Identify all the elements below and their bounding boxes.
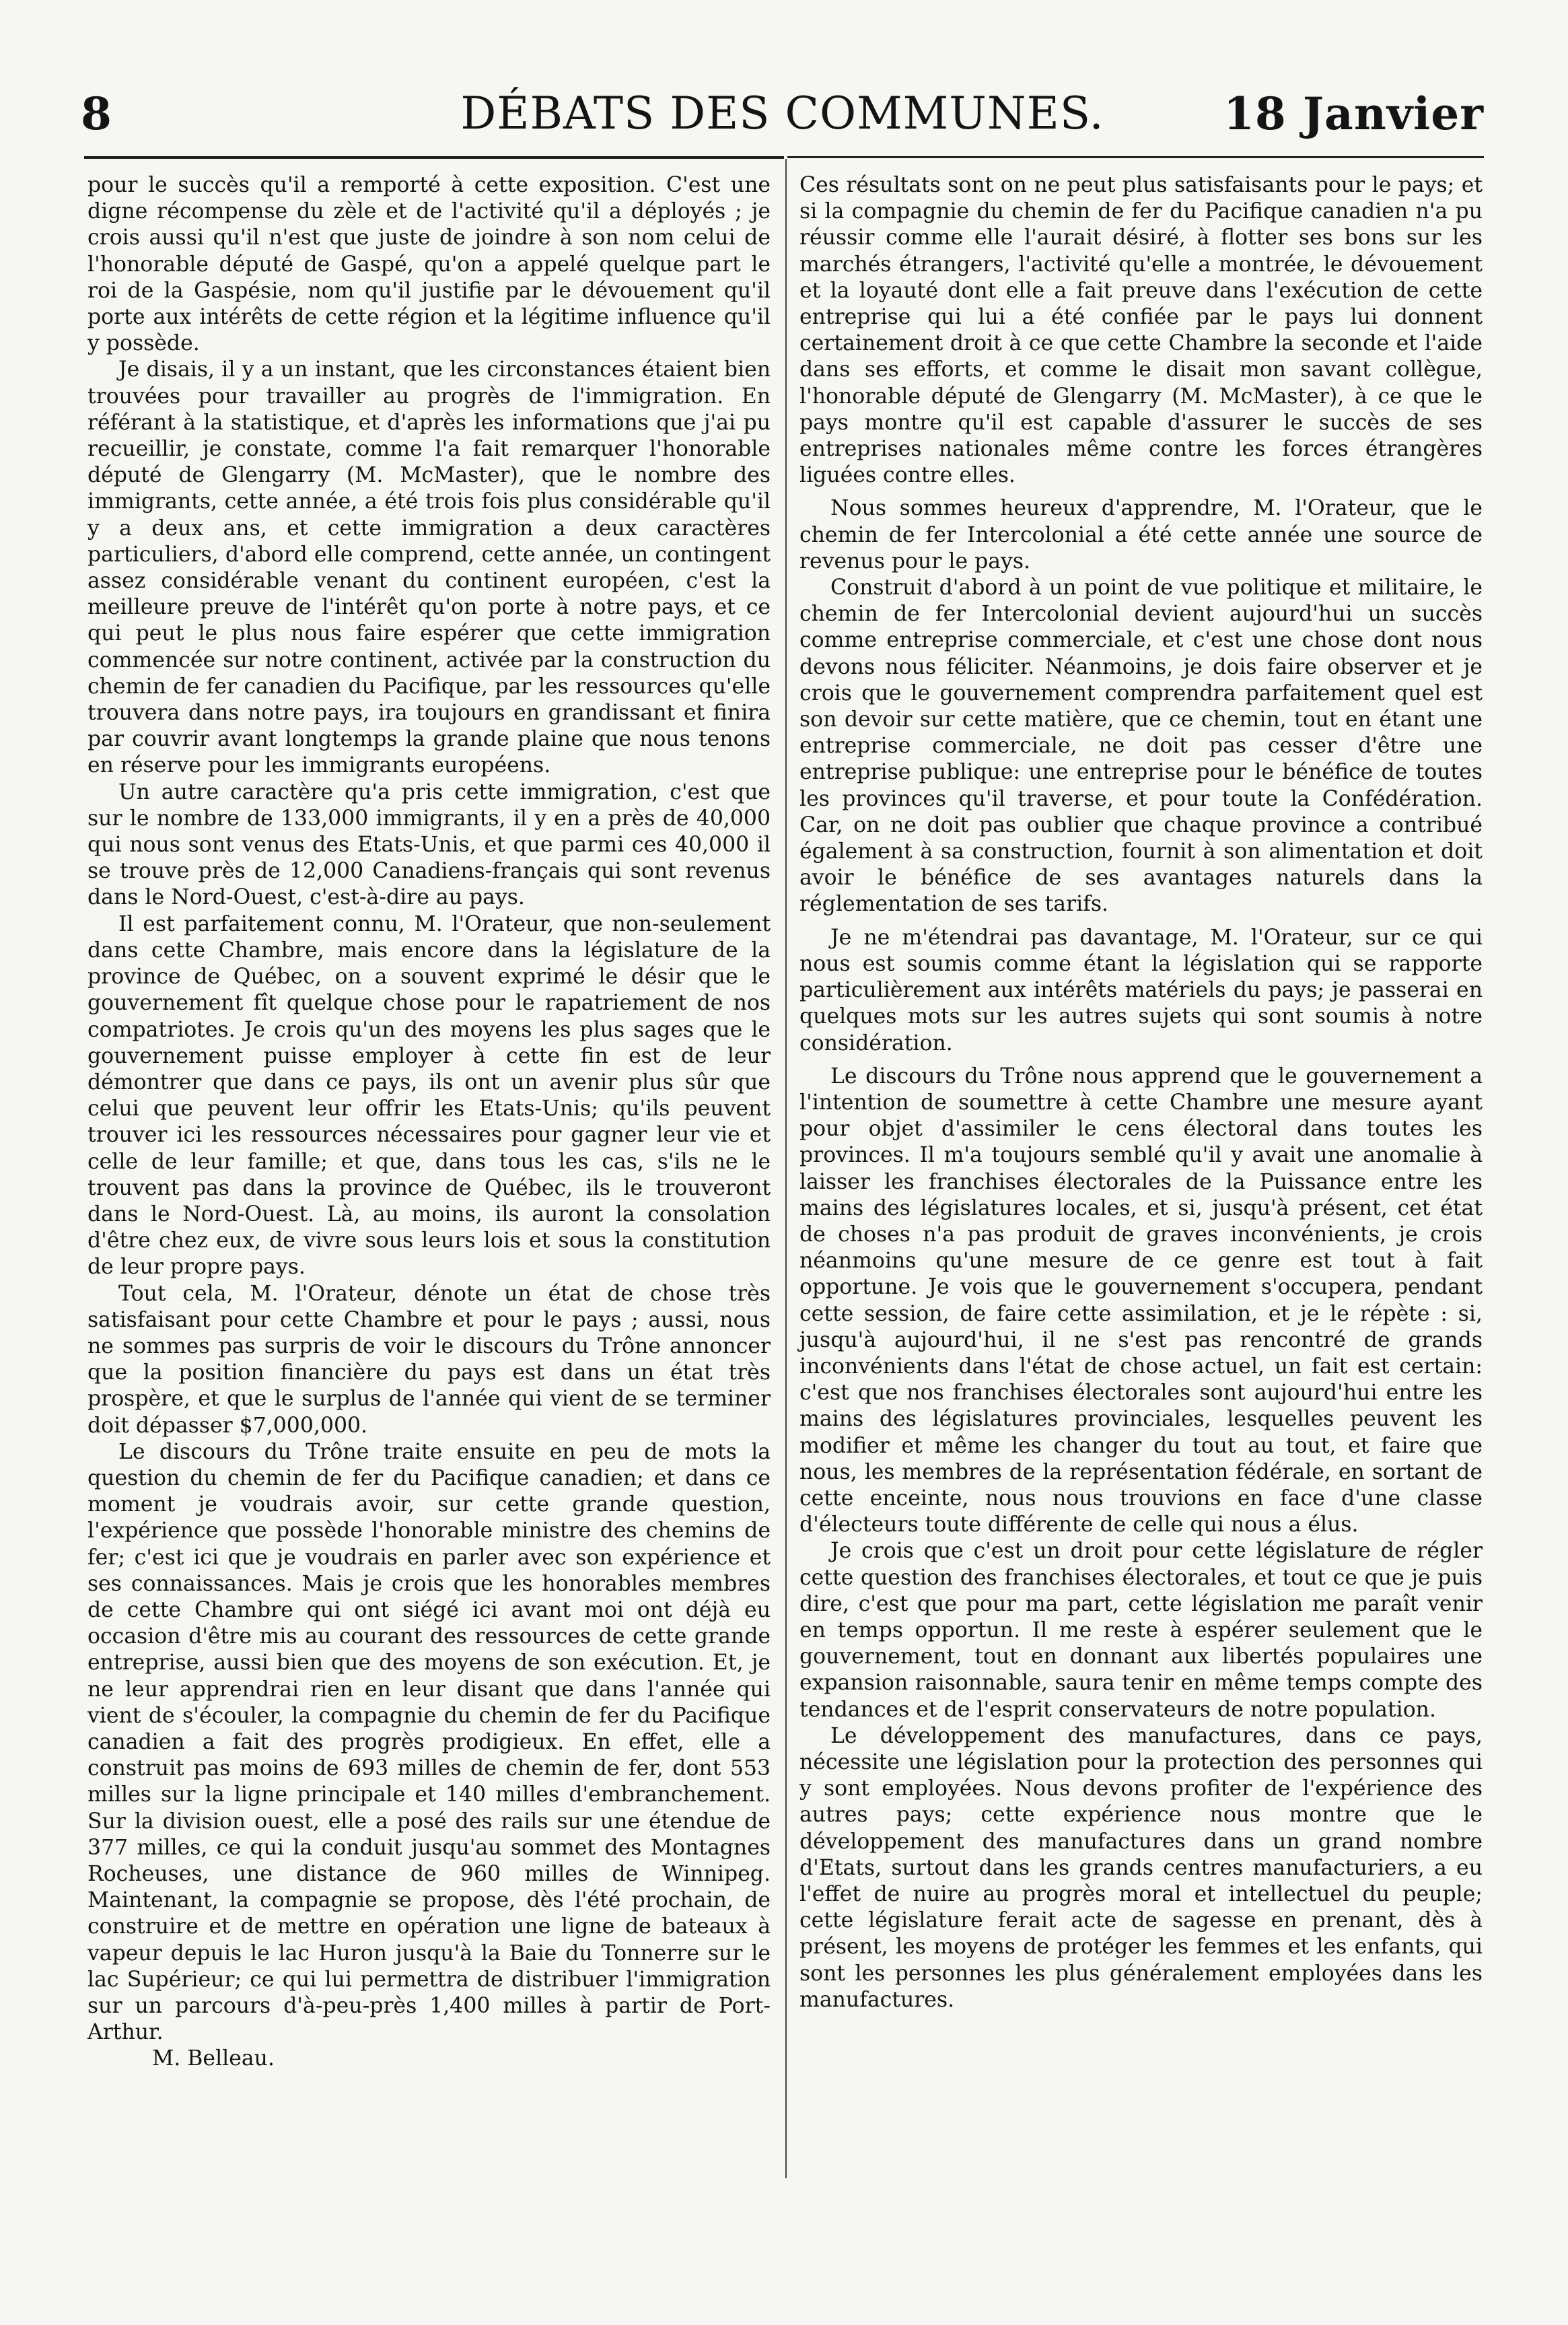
page-number: 8 <box>81 88 112 140</box>
paragraph: pour le succès qu'il a remporté à cette exposition. C'est une digne récompense du zèle et de l'activité qu'il a déployés ; je crois aussi qu'il n'est que juste de joindre à son nom celui de l'honorable député de Gaspé, qu'on a appelé quelque part le roi de la Gaspésie, nom qu'il justifie par le dévouement qu'il porte aux intérêts de cette région et la légitime influence qu'il y possède. <box>87 173 771 356</box>
speaker-name: M. Belleau. <box>152 2046 275 2071</box>
paragraph: Le discours du Trône traite ensuite en peu de mots la question du chemin de fer du Pacifique canadien; et dans ce moment je voudrais avoir, sur cette grande question, l'expérience que possède l'honorable ministre des chemins de fer; c'est ici que je voudrais en parler avec son expérience et ses connaissances. Mais je crois que les honorables membres de cette Chambre qui ont siégé ici avant moi ont déjà eu occasion d'être mis au courant des ressources de cette grande entreprise, aussi bien que des moyens de son exécution. Et, je ne leur apprendrai rien en leur disant que dans l'année qui vient de s'écouler, la compagnie du chemin de fer du Pacifique canadien a fait des progrès prodigieux. En effet, elle a construit pas moins de 693 milles de chemin de fer, dont 553 milles sur la ligne principale et 140 milles d'embranchement. Sur la division ouest, elle a posé des rails sur une étendue de 377 milles, ce qui la conduit jusqu'au sommet des Montagnes Rocheuses, une distance de 960 milles de Winnipeg. Maintenant, la compagnie se propose, dès l'été prochain, de construire et de mettre en opération une ligne de bateaux à vapeur depuis le lac Huron jusqu'à la Baie du Tonnerre sur le lac Supérieur; ce qui lui permettra de distribuer l'immigration sur un parcours d'à-peu-près 1,400 milles à partir de Port-Arthur. <box>87 1439 771 2045</box>
paragraph: Tout cela, M. l'Orateur, dénote un état de chose très satisfaisant pour cette Chambre et pour le pays ; aussi, nous ne sommes pas surpris de voir le discours du Trône annoncer que la position financière du pays est dans un état très prospère, et que le surplus de l'année qui vient de se terminer doit dépasser $7,000,000. <box>87 1281 771 1438</box>
header-rule-right <box>787 156 1484 158</box>
paragraph: Le discours du Trône nous apprend que le gouvernement a l'intention de soumettre à cette Chambre une mesure ayant pour objet d'assimiler le cens électoral dans toutes les provinces. Il m'a toujours semblé qu'il y avait une anomalie à laisser les franchises électorales de la Puissance entre les mains des législatures locales, et si, jusqu'à présent, cet état de choses n'a pas produit de graves inconvénients, je crois néanmoins qu'une mesure de ce genre est tout à fait opportune. Je vois que le gouvernement s'occupera, pendant cette session, de faire cette assimilation, et je le répète : si, jusqu'à aujourd'hui, il ne s'est pas rencontré de grands inconvénients dans l'état de chose actuel, un fait est certain: c'est que nos franchises électorales sont aujourd'hui entre les mains des législatures provinciales, lesquelles peuvent les modifier et même les changer du tout au tout, et faire que nous, les membres de la représentation fédérale, en sortant de cette enceinte, nous nous trouvions en face d'une classe d'électeurs toute différente de celle qui nous a élus. <box>799 1064 1483 1537</box>
paragraph: Construit d'abord à un point de vue politique et militaire, le chemin de fer Intercolonial devient aujourd'hui un succès comme entreprise commerciale, et c'est une chose dont nous devons nous féliciter. Néanmoins, je dois faire observer et je crois que le gouvernement comprendra parfaitement quel est son devoir sur cette matière, que ce chemin, tout en étant une entreprise commerciale, ne doit pas cesser d'être une entreprise publique: une entreprise pour le bénéfice de toutes les provinces qu'il traverse, et pour toute la Confédération. Car, on ne doit pas oublier que chaque province a contribué également à sa construction, fournit à son alimentation et doit avoir le bénéfice de ses avantages naturels dans la réglementation de ses tarifs. <box>799 576 1483 917</box>
paragraph: Je crois que c'est un droit pour cette législature de régler cette question des franchises électorales, et tout ce que je puis dire, c'est que pour ma part, cette législation me paraît venir en temps opportun. Il me reste à espérer seulement que le gouvernement, tout en donnant aux libertés populaires une expansion raisonnable, saura tenir en même temps compte des tendances et de l'esprit conservateurs de notre population. <box>799 1539 1483 1722</box>
left-column <box>87 172 771 2073</box>
column-divider <box>785 159 787 2178</box>
header-rule-left <box>84 156 784 159</box>
paragraph: Je ne m'étendrai pas davantage, M. l'Orateur, sur ce qui nous est soumis comme étant la législation qui se rapporte particulièrement aux intérêts matériels du pays; je passerai en quelques mots sur les autres sujets qui sont soumis à notre considération. <box>799 925 1483 1055</box>
paragraph: Nous sommes heureux d'apprendre, M. l'Orateur, que le chemin de fer Intercolonial a été cette année une source de revenus pour le pays. <box>799 496 1483 574</box>
page-date: 18 Janvier <box>1223 88 1484 140</box>
paragraph: Ces résultats sont on ne peut plus satisfaisants pour le pays; et si la compagnie du chemin de fer du Pacifique canadien n'a pu réussir comme elle l'aurait désiré, à flotter ses bons sur les marchés étrangers, l'activité qu'elle a montrée, le dévouement et la loyauté dont elle a fait preuve dans l'exécution de cette entreprise qui lui a été confiée par le pays lui donnent certainement droit à ce que cette Chambre la seconde et l'aide dans ses efforts, et comme le disait mon savant collègue, l'honorable député de Glengarry (M. McMaster), à ce que le pays montre qu'il est capable d'assurer le succès de ses entreprises nationales même contre les forces étrangères liguées contre elles. <box>799 173 1483 488</box>
page-header <box>81 88 1484 162</box>
page-title: DÉBATS DES COMMUNES. <box>460 88 1104 139</box>
paragraph: Le développement des manufactures, dans ce pays, nécessite une législation pour la protection des personnes qui y sont employées. Nous devons profiter de l'expérience des autres pays; cette expérience nous montre que le développement des manufactures dans un grand nombre d'Etats, surtout dans les grands centres manufacturiers, a eu l'effet de nuire au progrès moral et intellectuel du peuple; cette législature ferait acte de sagesse en prenant, dès à présent, les moyens de protéger les femmes et les enfants, qui sont les personnes les plus généralement employées dans les manufactures. <box>799 1723 1483 2012</box>
right-column <box>799 172 1483 2013</box>
paragraph: Un autre caractère qu'a pris cette immigration, c'est que sur le nombre de 133,000 immigrants, il y en a près de 40,000 qui nous sont venus des Etats-Unis, et que parmi ces 40,000 il se trouve près de 12,000 Canadiens-français qui sont revenus dans le Nord-Ouest, c'est-à-dire au pays. <box>87 779 771 910</box>
paragraph: Je disais, il y a un instant, que les circonstances étaient bien trouvées pour travailler au progrès de l'immigration. En référant à la statistique, et d'après les informations que j'ai pu recueillir, je constate, comme l'a fait remarquer l'honorable député de Glengarry (M. McMaster), que le nombre des immigrants, cette année, a été trois fois plus considérable qu'il y a deux ans, et cette immigration a deux caractères particuliers, d'abord elle comprend, cette année, un contingent assez considérable venant du continent européen, c'est la meilleure preuve de l'intérêt qu'on porte à notre pays, et ce qui peut le plus nous faire espérer que cette immigration commencée sur notre continent, activée par la construction du chemin de fer canadien du Pacifique, par les ressources qu'elle trouvera dans notre pays, ira toujours en grandissant et finira par couvrir avant longtemps la grande plaine que nous tenons en réserve pour les immigrants européens. <box>87 357 771 778</box>
paragraph: Il est parfaitement connu, M. l'Orateur, que non-seulement dans cette Chambre, mais encore dans la législature de la province de Québec, on a souvent exprimé le désir que le gouvernement fît quelque chose pour le rapatriement de nos compatriotes. Je crois qu'un des moyens les plus sages que le gouvernement puisse employer à cette fin est de leur démontrer que dans ce pays, ils ont un avenir plus sûr que celui que peuvent leur offrir les Etats-Unis; qu'ils peuvent trouver ici les ressources nécessaires pour gagner leur vie et celle de leur famille; et que, dans tous les cas, s'ils ne le trouvent pas dans la province de Québec, ils le trouveront dans le Nord-Ouest. Là, au moins, ils auront la consolation d'être chez eux, de vivre sous leurs lois et sous la constitution de leur propre pays. <box>87 911 771 1280</box>
